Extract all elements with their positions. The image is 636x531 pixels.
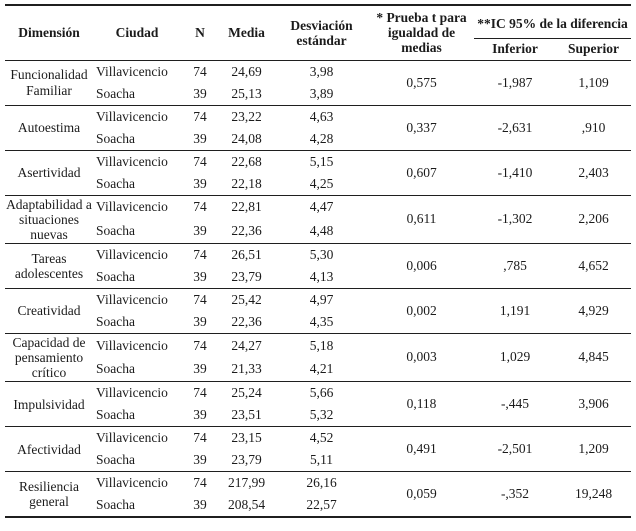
city-cell: Soacha — [93, 449, 181, 472]
ci-upper-cell: 2,403 — [556, 150, 631, 195]
table-header — [5, 5, 631, 60]
n-cell: 74 — [193, 246, 207, 262]
ci-lower-cell: -1,410 — [474, 150, 556, 195]
col-header-t-test: * Prueba t para igualdad de medias — [369, 5, 474, 60]
t-value-cell: 0,059 — [369, 472, 474, 517]
sd-cell: 5,32 — [274, 404, 369, 427]
mean-cell: 25,42 — [231, 291, 262, 307]
n-cell: 39 — [181, 311, 219, 334]
n-cell: 39 — [181, 404, 219, 427]
n-cell: 74 — [193, 291, 207, 307]
mean-cell: 22,36 — [219, 311, 274, 334]
t-value-cell: 0,611 — [369, 195, 474, 243]
mean-cell: 25,13 — [219, 83, 274, 106]
dimension-cell: Adaptabilidad a situaciones nuevas — [6, 196, 92, 242]
ci-lower-cell: -,352 — [474, 472, 556, 517]
sd-cell: 5,18 — [309, 337, 334, 353]
sd-cell: 4,35 — [274, 311, 369, 334]
mean-cell: 25,24 — [231, 385, 262, 401]
t-value-cell: 0,118 — [369, 382, 474, 427]
table-row — [5, 472, 631, 495]
t-value-cell: 0,575 — [369, 60, 474, 105]
ci-upper-cell: 2,206 — [556, 195, 631, 243]
sd-cell: 5,30 — [309, 246, 334, 262]
mean-cell: 24,27 — [231, 337, 262, 353]
city-cell: Villavicencio — [96, 291, 168, 307]
city-cell: Villavicencio — [96, 153, 168, 169]
table-body — [5, 60, 631, 517]
col-header-sd: Desviación estándar — [274, 5, 369, 60]
dimension-cell: Funcionalidad Familiar — [5, 60, 93, 105]
dimension-cell: Asertividad — [5, 150, 93, 195]
t-value-cell: 0,006 — [369, 243, 474, 288]
city-cell: Soacha — [93, 83, 181, 106]
sd-cell: 22,57 — [274, 494, 369, 517]
n-cell: 39 — [181, 494, 219, 517]
mean-cell: 217,99 — [227, 475, 266, 491]
city-cell: Soacha — [93, 128, 181, 151]
mean-cell: 208,54 — [219, 494, 274, 517]
mean-cell: 22,36 — [219, 219, 274, 243]
city-cell: Soacha — [93, 357, 181, 381]
n-cell: 39 — [181, 266, 219, 289]
city-cell: Villavicencio — [96, 430, 168, 446]
city-cell: Villavicencio — [96, 199, 168, 215]
n-cell: 74 — [193, 337, 207, 353]
n-cell: 74 — [193, 430, 207, 446]
t-value-cell: 0,002 — [369, 288, 474, 333]
sd-cell: 4,63 — [309, 108, 334, 124]
ci-lower-cell: -2,501 — [474, 427, 556, 472]
ci-lower-cell: 1,191 — [474, 288, 556, 333]
ci-upper-cell: 3,906 — [556, 382, 631, 427]
col-header-dimension: Dimensión — [5, 5, 93, 60]
dimension-cell: Creatividad — [5, 288, 93, 333]
city-cell: Villavicencio — [96, 475, 168, 491]
t-value-cell: 0,607 — [369, 150, 474, 195]
ci-upper-cell: 4,652 — [556, 243, 631, 288]
col-header-city: Ciudad — [93, 5, 181, 60]
n-cell: 74 — [193, 475, 207, 491]
city-cell: Villavicencio — [96, 337, 168, 353]
table-row — [5, 288, 631, 311]
n-cell: 39 — [181, 449, 219, 472]
dimension-cell: Afectividad — [5, 427, 93, 472]
sd-cell: 5,66 — [309, 385, 334, 401]
mean-cell: 23,15 — [231, 430, 262, 446]
dimension-cell: Autoestima — [5, 105, 93, 150]
city-cell: Soacha — [93, 494, 181, 517]
table-row — [5, 382, 631, 405]
sd-cell: 4,47 — [309, 199, 334, 215]
city-cell: Villavicencio — [96, 108, 168, 124]
city-cell: Soacha — [93, 173, 181, 196]
ci-upper-cell: 4,845 — [556, 333, 631, 381]
n-cell: 74 — [193, 108, 207, 124]
sd-cell: 4,97 — [309, 291, 334, 307]
dimension-cell: Impulsividad — [5, 382, 93, 427]
t-value-cell: 0,491 — [369, 427, 474, 472]
n-cell: 74 — [193, 199, 207, 215]
ci-upper-cell: 1,109 — [556, 60, 631, 105]
n-cell: 39 — [181, 128, 219, 151]
col-header-n: N — [181, 5, 219, 60]
statistics-table — [5, 4, 631, 518]
col-header-ci-lower: Inferior — [474, 38, 556, 60]
city-cell: Soacha — [93, 219, 181, 243]
sd-cell: 4,28 — [274, 128, 369, 151]
sd-cell: 5,15 — [309, 153, 334, 169]
ci-lower-cell: -1,302 — [474, 195, 556, 243]
city-cell: Soacha — [93, 311, 181, 334]
sd-cell: 5,11 — [274, 449, 369, 472]
mean-cell: 21,33 — [219, 357, 274, 381]
n-cell: 39 — [181, 219, 219, 243]
ci-lower-cell: 1,029 — [474, 333, 556, 381]
n-cell: 39 — [181, 173, 219, 196]
ci-upper-cell: 1,209 — [556, 427, 631, 472]
ci-upper-cell: ,910 — [556, 105, 631, 150]
ci-lower-cell: -,445 — [474, 382, 556, 427]
table-row — [5, 105, 631, 128]
header-row-1 — [5, 5, 631, 38]
n-cell: 74 — [193, 385, 207, 401]
mean-cell: 23,79 — [219, 266, 274, 289]
sd-cell: 4,25 — [274, 173, 369, 196]
mean-cell: 26,51 — [231, 246, 262, 262]
n-cell: 74 — [193, 153, 207, 169]
col-header-mean: Media — [219, 5, 274, 60]
city-cell: Villavicencio — [96, 385, 168, 401]
sd-cell: 3,98 — [309, 63, 334, 79]
sd-cell: 4,21 — [274, 357, 369, 381]
sd-cell: 26,16 — [306, 475, 337, 491]
table-row — [5, 150, 631, 173]
dimension-cell: Capacidad de pensamiento crítico — [5, 333, 93, 381]
city-cell: Villavicencio — [96, 63, 168, 79]
col-header-ci-upper: Superior — [556, 38, 631, 60]
mean-cell: 23,79 — [219, 449, 274, 472]
t-value-cell: 0,337 — [369, 105, 474, 150]
city-cell: Soacha — [93, 266, 181, 289]
mean-cell: 23,22 — [231, 108, 262, 124]
dimension-cell: Tareas adolescentes — [5, 243, 93, 288]
t-value-cell: 0,003 — [369, 333, 474, 381]
mean-cell: 23,51 — [219, 404, 274, 427]
sd-cell: 3,89 — [274, 83, 369, 106]
n-cell: 39 — [181, 357, 219, 381]
mean-cell: 24,08 — [219, 128, 274, 151]
ci-lower-cell: -1,987 — [474, 60, 556, 105]
ci-lower-cell: -2,631 — [474, 105, 556, 150]
ci-lower-cell: ,785 — [474, 243, 556, 288]
table-row — [5, 427, 631, 450]
sd-cell: 4,13 — [274, 266, 369, 289]
n-cell: 39 — [181, 83, 219, 106]
sd-cell: 4,52 — [309, 430, 334, 446]
table-row — [5, 243, 631, 266]
dimension-cell: Resiliencia general — [5, 472, 93, 517]
mean-cell: 24,69 — [231, 63, 262, 79]
table-row — [5, 195, 631, 219]
ci-upper-cell: 4,929 — [556, 288, 631, 333]
table-row — [5, 333, 631, 357]
city-cell: Villavicencio — [96, 246, 168, 262]
mean-cell: 22,68 — [231, 153, 262, 169]
mean-cell: 22,18 — [219, 173, 274, 196]
mean-cell: 22,81 — [231, 199, 262, 215]
city-cell: Soacha — [93, 404, 181, 427]
ci-upper-cell: 19,248 — [556, 472, 631, 517]
col-header-ci: **IC 95% de la diferencia — [474, 5, 631, 38]
table-row — [5, 60, 631, 83]
n-cell: 74 — [193, 63, 207, 79]
sd-cell: 4,48 — [274, 219, 369, 243]
